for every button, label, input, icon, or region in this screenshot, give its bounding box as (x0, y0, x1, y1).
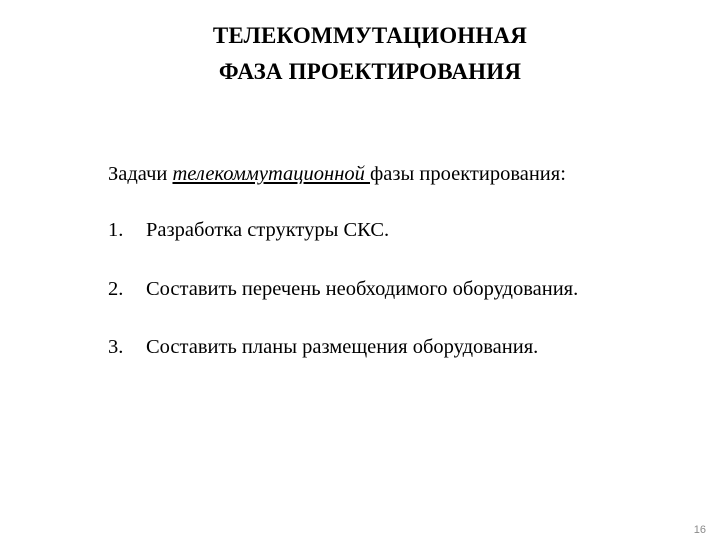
list-item-text: Разработка структуры СКС. (146, 219, 390, 241)
list-item (108, 217, 578, 276)
list-item-text: Составить планы размещения оборудования. (146, 336, 539, 358)
page-number: 16 (693, 524, 706, 536)
title-line-2: ФАЗА ПРОЕКТИРОВАНИЯ (218, 59, 522, 84)
list-item (108, 276, 578, 335)
slide-title (0, 18, 720, 90)
list-item (108, 334, 578, 393)
list-item-number: 2. (108, 277, 124, 300)
title-line-1: ТЕЛЕКОММУТАЦИОННАЯ (212, 23, 528, 48)
list-item-number: 1. (108, 219, 124, 241)
intro-text-end: фазы проектирования: (370, 163, 566, 185)
intro-text-start: Задачи (108, 163, 173, 185)
tasks-list (108, 217, 578, 393)
list-item-number: 3. (108, 336, 124, 358)
intro-emphasis: телекоммутационной (172, 163, 370, 185)
list-item-text: Составить перечень необходимого оборудования. (146, 277, 579, 300)
tasks-intro (108, 161, 566, 187)
